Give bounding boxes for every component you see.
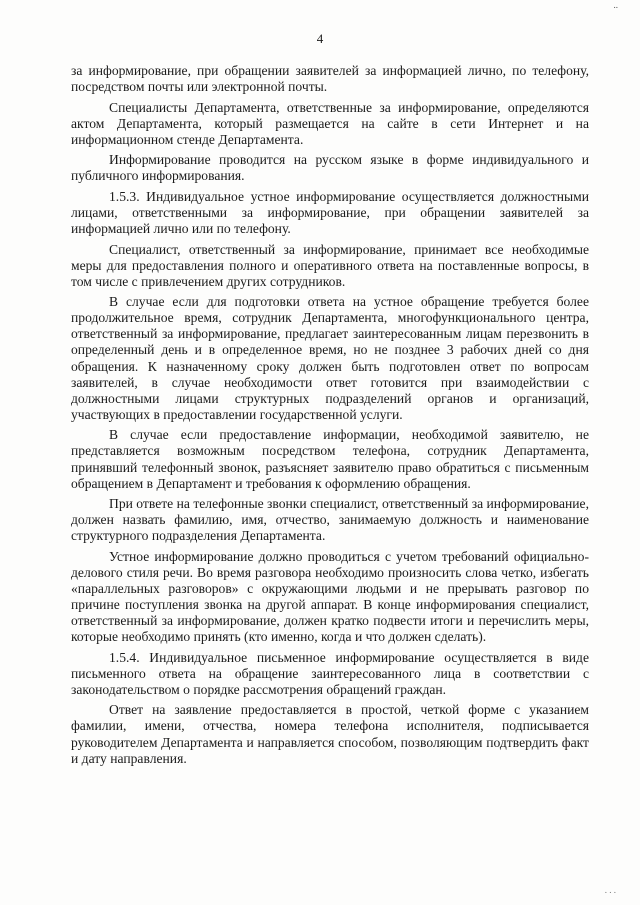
paragraph-written-appeal: В случае если предоставление информации, необходимой заявителю, не представляется возможным посредством телефона, сотрудник Департамента, принявший телефонный звонок, разъясняет заявителю право обратиться с письменным обращением в Департамент и требования к оформлению обращения.: [71, 427, 589, 491]
paragraph-1-5-4: 1.5.4. Индивидуальное письменное информирование осуществляется в виде письменного ответа на обращение заинтересованного лица в соответствии с законодательством о порядке рассмотрения обращений граждан.: [71, 649, 589, 697]
paragraph-language: Информирование проводится на русском языке в форме индивидуального и публичного информирования.: [71, 152, 589, 184]
document-body: [71, 63, 589, 771]
paragraph-callback: В случае если для подготовки ответа на устное обращение требуется более продолжительное время, сотрудник Департамента, многофункционального центра, ответственный за информирование, предлагает заинтересованным лицам перезвонить в определенный день и в определенное время, но не позднее 3 рабочих дней со дня обращения. К назначенному сроку должен быть подготовлен ответ по вопросам заявителей, в случае необходимости ответ готовится при взаимодействии с должностными лицами структурных подразделений органов и организаций, участвующих в предоставлении государственной услуги.: [71, 294, 589, 422]
corner-mark: ..: [613, 0, 618, 10]
paragraph-response-form: Ответ на заявление предоставляется в простой, четкой форме с указанием фамилии, имени, отчества, номера телефона исполнителя, подписывается руководителем Департамента и направляется способом, позволяющим подтвердить факт и дату направления.: [71, 702, 589, 766]
page-number: 4: [316, 31, 324, 46]
paragraph-1-5-3: 1.5.3. Индивидуальное устное информирование осуществляется должностными лицами, ответственными за информирование, при обращении заявителей за информацией лично или по телефону.: [71, 188, 589, 237]
paragraph-business-style: Устное информирование должно проводиться с учетом требований официально-делового стиля речи. Во время разговора необходимо произносить слова четко, избегать «параллельных разговоров» с окружающими людьми и не прерывать разговор по причине поступления звонка на другой аппарат. В конце информирования специалист, ответственный за информирование, должен кратко подвести итоги и перечислить меры, которые необходимо принять (кто именно, когда и что должен сделать).: [71, 548, 589, 645]
paragraph-continuation: за информирование, при обращении заявителей за информацией лично, по телефону, посредством почты или электронной почты.: [71, 63, 589, 95]
foot-mark: . . .: [604, 885, 616, 895]
paragraph-specialists: Специалисты Департамента, ответственные за информирование, определяются актом Департамента, который размещается на сайте в сети Интернет и на информационном стенде Департамента.: [71, 99, 589, 147]
paragraph-specialist-measures: Специалист, ответственный за информирование, принимает все необходимые меры для предоставления полного и оперативного ответа на поставленные вопросы, в том числе с привлечением других сотрудников.: [71, 241, 589, 289]
paragraph-phone-calls: При ответе на телефонные звонки специалист, ответственный за информирование, должен назвать фамилию, имя, отчество, занимаемую должность и наименование структурного подразделения Департамента.: [71, 496, 589, 544]
